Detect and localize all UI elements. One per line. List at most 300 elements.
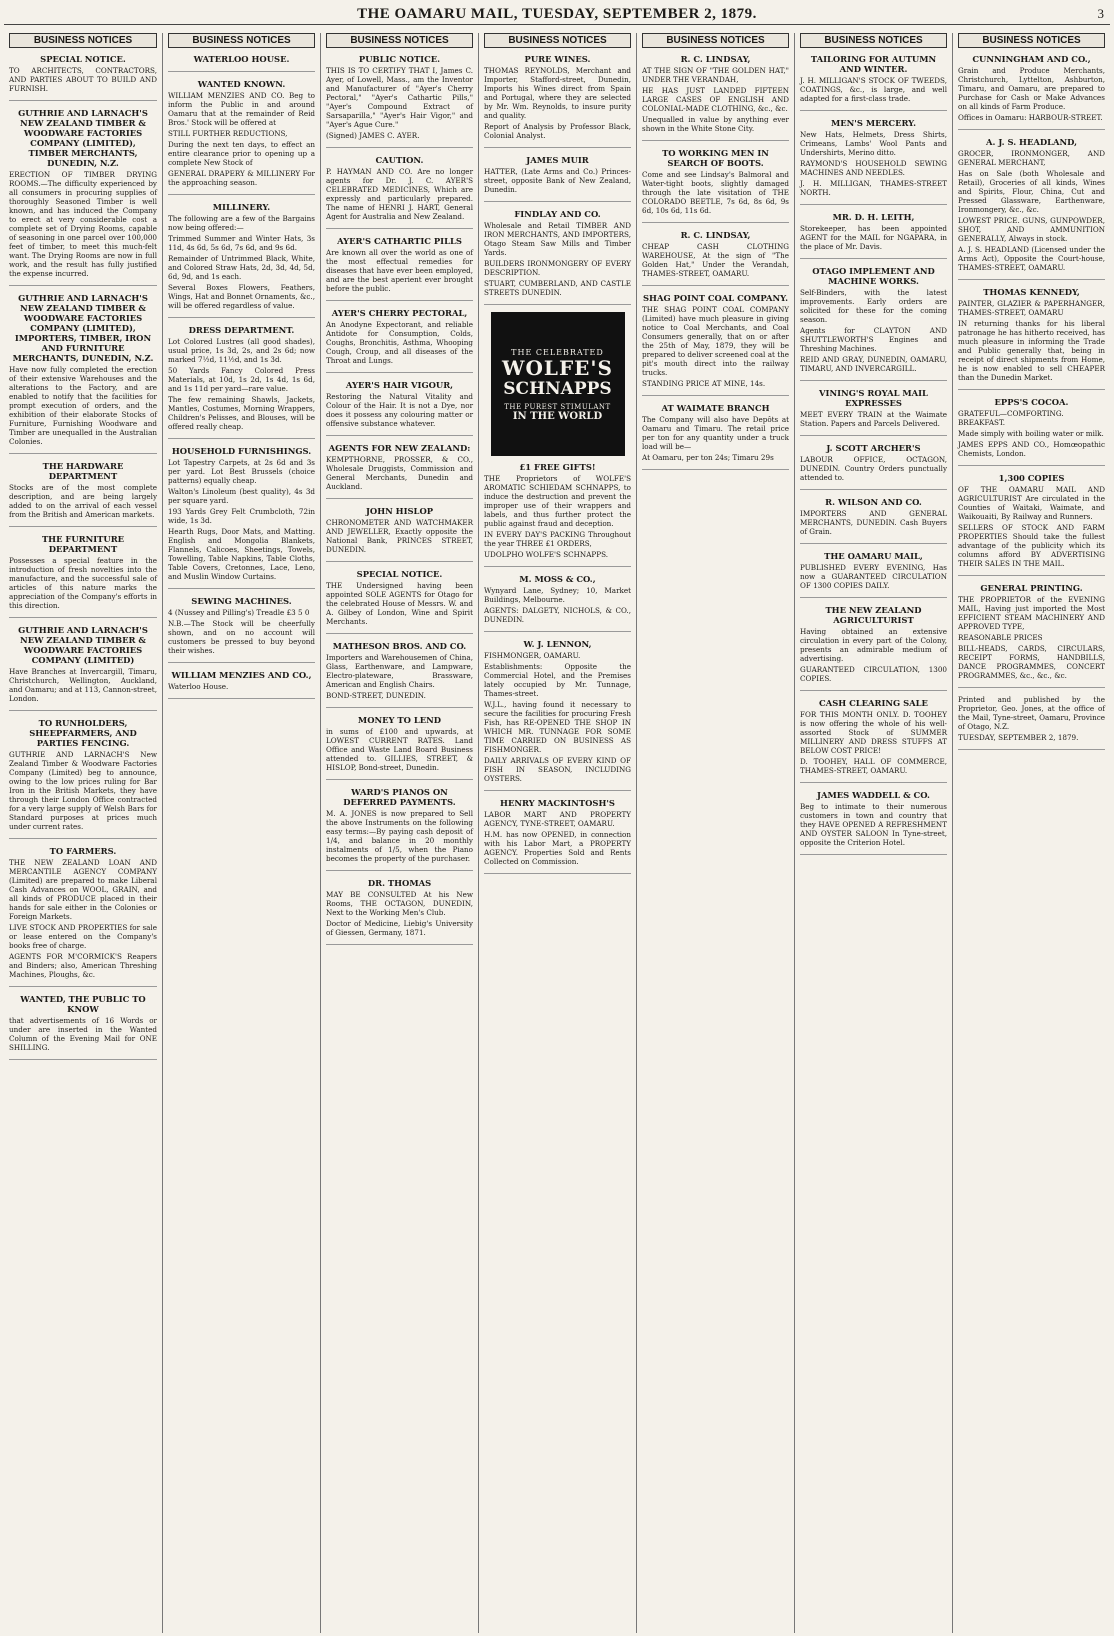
ad-title: FINDLAY AND CO. bbox=[514, 209, 601, 219]
ad-body bbox=[800, 410, 947, 428]
schnapps-text-5: IN THE WORLD bbox=[512, 410, 603, 422]
advertisement bbox=[168, 596, 315, 663]
ad-title: 1,300 COPIES bbox=[998, 473, 1065, 483]
advertisement bbox=[168, 446, 315, 589]
ad-title: DR. THOMAS bbox=[367, 878, 432, 888]
ad-paragraph: M. A. JONES is now prepared to Sell the above Instruments on the following easy terms:—By paying cash deposit of 1/4, and balance in 20 monthly instalments of 1/5, when the Piano becomes the property of the purchaser. bbox=[326, 809, 473, 863]
ad-paragraph: 193 Yards Grey Felt Crumbcloth, 72in wide, 1s 3d. bbox=[168, 507, 315, 525]
ad-paragraph: MAY BE CONSULTED At his New Rooms, THE OCTAGON, DUNEDIN, Next to the Working Men's Club. bbox=[326, 890, 473, 917]
ad-body bbox=[9, 170, 157, 278]
ad-paragraph: REID AND GRAY, DUNEDIN, OAMARU, TIMARU, AND INVERCARGILL. bbox=[800, 355, 947, 373]
ad-title: MATHESON BROS. AND CO. bbox=[332, 641, 467, 651]
ad-paragraph: STANDING PRICE AT MINE, 14s. bbox=[642, 379, 766, 388]
ad-body bbox=[326, 320, 473, 365]
column-5 bbox=[636, 33, 794, 1633]
column-1 bbox=[4, 33, 162, 1633]
schnapps-text-2: WOLFE'S bbox=[502, 355, 613, 380]
ad-title: THE OAMARU MAIL, bbox=[824, 551, 923, 561]
ad-paragraph: Lot Colored Lustres (all good shades), usual price, 1s 3d, 2s, and 2s 6d; now marked 7½d, 11½d, and 1s 3d. bbox=[168, 337, 315, 364]
ad-paragraph: At Oamaru, per ton 24s; Timaru 29s bbox=[642, 453, 774, 462]
ad-title: CUNNINGHAM AND CO., bbox=[972, 54, 1091, 64]
ad-title: MR. D. H. LEITH, bbox=[832, 212, 915, 222]
advertisement bbox=[958, 583, 1105, 688]
advertisement bbox=[800, 443, 947, 490]
ad-paragraph: THE Proprietors of WOLFE'S AROMATIC SCHIEDAM SCHNAPPS, to induce the destruction and prevent the improper use of their wrappers and labels, and thus further protect the public against fraud and deception. bbox=[484, 474, 631, 528]
ad-paragraph: Storekeeper, has been appointed AGENT for the MAIL for NGAPARA, in the place of Mr. Davis. bbox=[800, 224, 947, 251]
ad-body bbox=[326, 248, 473, 293]
advertisement bbox=[326, 443, 473, 499]
ad-body bbox=[800, 563, 947, 590]
ad-title: VINING'S ROYAL MAIL EXPRESSES bbox=[819, 388, 928, 408]
ad-body bbox=[326, 518, 473, 554]
ad-paragraph: Waterloo House. bbox=[168, 682, 229, 691]
ad-paragraph: N.B.—The Stock will be cheerfully shown, and on no account will customers be pressed to buy beyond their wishes. bbox=[168, 619, 315, 655]
ad-paragraph: Self-Binders, with the latest improvements. Early orders are solicited for these for the coming season. bbox=[800, 288, 947, 324]
ad-paragraph: New Hats, Helmets, Dress Shirts, Crimeans, Lambs' Wool Pants and Undershirts, Merino ditto. bbox=[800, 130, 947, 157]
ad-paragraph: Establishments: Opposite the Commercial Hotel, and the Premises lately occupied by Mr. Tunnage, Thames-street. bbox=[484, 662, 631, 698]
advertisement bbox=[642, 403, 789, 470]
ad-body bbox=[168, 337, 315, 431]
ad-paragraph: TO ARCHITECTS, CONTRACTORS, AND PARTIES ABOUT TO BUILD AND FURNISH. bbox=[9, 66, 157, 93]
ad-paragraph: Come and see Lindsay's Balmoral and Water-tight boots, slightly damaged through the late visitation of THE COLORADO BEETLE, 7s 6d, 8s 6d, 9s 6d, 10s 6d, 11s 6d. bbox=[642, 170, 789, 215]
ad-title: GUTHRIE AND LARNACH'S NEW ZEALAND TIMBER & WOODWARE FACTORIES COMPANY (LIMITED), TIMBER MERCHANTS, DUNEDIN, N.Z. bbox=[18, 108, 148, 168]
ad-paragraph: DAILY ARRIVALS OF EVERY KIND OF FISH IN SEASON, INCLUDING OYSTERS. bbox=[484, 756, 631, 783]
ad-title: WANTED KNOWN. bbox=[197, 79, 286, 89]
ad-body bbox=[168, 682, 315, 691]
ad-body bbox=[484, 167, 631, 194]
ad-body bbox=[484, 66, 631, 140]
column-3 bbox=[320, 33, 478, 1633]
ad-paragraph: Remainder of Untrimmed Black, White, and Colored Straw Hats, 2d, 3d, 4d, 5d, 6d, 9d, and 1s each. bbox=[168, 254, 315, 281]
ad-paragraph: Agents for CLAYTON AND SHUTTLEWORTH'S Engines and Threshing Machines. bbox=[800, 326, 947, 353]
ad-body bbox=[9, 365, 157, 446]
column-heading: BUSINESS NOTICES bbox=[958, 33, 1105, 48]
ad-paragraph: THE PROPRIETOR of the EVENING MAIL, Having just imported the Most EFFICIENT STEAM MACHINERY AND APPROVED TYPE, bbox=[958, 595, 1105, 631]
advertisement bbox=[484, 574, 631, 632]
ad-body bbox=[326, 890, 473, 937]
ad-title: R. C. LINDSAY, bbox=[680, 230, 751, 240]
ad-title: DRESS DEPARTMENT. bbox=[188, 325, 295, 335]
ad-paragraph: FOR THIS MONTH ONLY. D. TOOHEY is now offering the whole of his well-assorted Stock of SUMMER MILLINERY AND DRESS STUFFS AT BELOW COST PRICE! bbox=[800, 710, 947, 755]
advertisement bbox=[326, 506, 473, 562]
ad-title: GENERAL PRINTING. bbox=[980, 583, 1083, 593]
advertisement bbox=[484, 155, 631, 202]
ad-paragraph: Grain and Produce Merchants, Christchurch, Lyttelton, Ashburton, Timaru, and Oamaru, are prepared to Purchase for Cash or Make Advances on all kinds of Farm Produce. bbox=[958, 66, 1105, 111]
ad-paragraph: The following are a few of the Bargains now being offered:— bbox=[168, 214, 315, 232]
ad-title: SHAG POINT COAL COMPANY. bbox=[643, 293, 788, 303]
schnapps-text-4: THE PUREST STIMULANT bbox=[504, 402, 611, 411]
ad-body bbox=[958, 695, 1105, 742]
ad-body bbox=[800, 76, 947, 103]
advertisement bbox=[168, 202, 315, 318]
ad-body bbox=[958, 149, 1105, 272]
ad-paragraph: Restoring the Natural Vitality and Colour of the Hair. It is not a Dye, nor does it possess any colouring matter or offensive substance whatever. bbox=[326, 392, 473, 428]
ad-title: AYER'S CATHARTIC PILLS bbox=[337, 236, 462, 246]
ad-title: HOUSEHOLD FURNISHINGS. bbox=[171, 446, 312, 456]
advertisement bbox=[484, 462, 631, 567]
ad-body bbox=[9, 667, 157, 703]
ad-paragraph: PUBLISHED EVERY EVENING, Has now a GUARANTEED CIRCULATION OF 1300 COPIES DAILY. bbox=[800, 563, 947, 590]
ad-paragraph: FISHMONGER, OAMARU. bbox=[484, 651, 581, 660]
ad-body bbox=[484, 221, 631, 297]
ad-paragraph: IN EVERY DAY'S PACKING Throughout the year THREE £1 ORDERS, bbox=[484, 530, 631, 548]
column-heading: BUSINESS NOTICES bbox=[642, 33, 789, 48]
ad-paragraph: LABOUR OFFICE, OCTAGON, DUNEDIN. Country Orders punctually attended to. bbox=[800, 455, 947, 482]
ad-body bbox=[958, 595, 1105, 680]
column-heading: BUSINESS NOTICES bbox=[9, 33, 157, 48]
ad-paragraph: An Anodyne Expectorant, and reliable Antidote for Consumption, Colds, Coughs, Bronchitis, Asthma, Whooping Cough, Croup, and all diseases of the Throat and Lungs. bbox=[326, 320, 473, 365]
ad-paragraph: Walton's Linoleum (best quality), 4s 3d per square yard. bbox=[168, 487, 315, 505]
ad-body bbox=[642, 305, 789, 388]
ad-body bbox=[9, 66, 157, 93]
ad-title: WANTED, THE PUBLIC TO KNOW bbox=[20, 994, 146, 1014]
ad-title: OTAGO IMPLEMENT AND MACHINE WORKS. bbox=[812, 266, 935, 286]
ad-paragraph: During the next ten days, to effect an entire clearance prior to opening up a complete New Stock of bbox=[168, 140, 315, 167]
advertisement bbox=[9, 718, 157, 839]
ad-paragraph: W.J.L., having found it necessary to secure the facilities for procuring Fresh Fish, has RE-OPENED THE SHOP IN WHICH MR. TUNNAGE FOR SOME TIME CARRIED ON BUSINESS AS FISHMONGER. bbox=[484, 700, 631, 754]
ad-title: THE HARDWARE DEPARTMENT bbox=[42, 461, 124, 481]
advertisement bbox=[9, 846, 157, 987]
ad-title: THE NEW ZEALAND AGRICULTURIST bbox=[825, 605, 922, 625]
ad-title: £1 FREE GIFTS! bbox=[519, 462, 596, 472]
ad-body bbox=[800, 224, 947, 251]
ad-paragraph: KEMPTHORNE, PROSSER, & CO., Wholesale Druggists, Commission and General Merchants, Dunedin and Auckland. bbox=[326, 455, 473, 491]
column-4 bbox=[478, 33, 636, 1633]
advertisement bbox=[484, 54, 631, 148]
advertisement bbox=[9, 461, 157, 527]
column-heading: BUSINESS NOTICES bbox=[168, 33, 315, 48]
ad-title: GUTHRIE AND LARNACH'S NEW ZEALAND TIMBER & WOODWARE FACTORIES COMPANY (LIMITED), IMPORTERS, TIMBER, IRON AND FURNITURE MERCHANTS, DUNEDIN, N.Z. bbox=[12, 293, 154, 363]
ad-title: TO FARMERS. bbox=[49, 846, 117, 856]
column-heading: BUSINESS NOTICES bbox=[484, 33, 631, 48]
ad-title: AT WAIMATE BRANCH bbox=[661, 403, 770, 413]
ad-paragraph: Wholesale and Retail TIMBER AND IRON MERCHANTS, AND IMPORTERS, Otago Steam Saw Mills and Timber Yards. bbox=[484, 221, 631, 257]
ad-body bbox=[326, 66, 473, 140]
advertisement bbox=[800, 605, 947, 691]
ad-paragraph: The few remaining Shawls, Jackets, Mantles, Costumes, Morning Wrappers, Children's Pelisses, and Blouses, will be offered really cheap. bbox=[168, 395, 315, 431]
ad-paragraph: Made simply with boiling water or milk. bbox=[958, 429, 1104, 438]
advertisement bbox=[168, 54, 315, 72]
ad-paragraph: Lot Tapestry Carpets, at 2s 6d and 3s per yard. Lot Best Brussels (choice patterns) equally cheap. bbox=[168, 458, 315, 485]
advertisement bbox=[326, 236, 473, 301]
ad-paragraph: HATTER, (Late Arms and Co.) Princes-street, opposite Bank of New Zealand, Dunedin. bbox=[484, 167, 631, 194]
ad-title: SPECIAL NOTICE. bbox=[356, 569, 443, 579]
advertisement bbox=[800, 388, 947, 436]
ad-paragraph: J. H. MILLIGAN, THAMES-STREET NORTH. bbox=[800, 179, 947, 197]
ad-paragraph: REASONABLE PRICES bbox=[958, 633, 1043, 642]
advertisement bbox=[800, 266, 947, 381]
ad-body bbox=[958, 409, 1105, 458]
ad-paragraph: Doctor of Medicine, Liebig's University of Giessen, Germany, 1871. bbox=[326, 919, 473, 937]
ad-paragraph: GROCER, IRONMONGER, AND GENERAL MERCHANT, bbox=[958, 149, 1105, 167]
ad-body bbox=[9, 556, 157, 610]
ad-paragraph: GENERAL DRAPERY & MILLINERY For the approaching season. bbox=[168, 169, 315, 187]
ad-paragraph: Have now fully completed the erection of their extensive Warehouses and the alterations to the Factory, and are enabled to notify that the facilities for prompt execution of orders, and the exhibition of their elaborate Stocks of Furniture, Furnishing Woodware and Timber are unequalled in the Australian Colonies. bbox=[9, 365, 157, 446]
column-6 bbox=[794, 33, 952, 1633]
ad-paragraph: THIS IS TO CERTIFY THAT I, James C. Ayer, of Lowell, Mass., am the Inventor and Manufacturer of "Ayer's Cherry Pectoral," "Ayer's Cathartic Pills," "Ayer's Compound Extract of Sarsaparilla," "Ayer's Hair Vigor," and "Ayer's Ague Cure." bbox=[326, 66, 473, 129]
ad-body bbox=[800, 455, 947, 482]
advertisement bbox=[958, 473, 1105, 576]
ad-paragraph: 50 Yards Fancy Colored Press Materials, at 10d, 1s 2d, 1s 4d, 1s 6d, and 1s 11d per yard—rare value. bbox=[168, 366, 315, 393]
ad-body bbox=[484, 474, 631, 559]
advertisement bbox=[484, 798, 631, 874]
ad-body bbox=[9, 750, 157, 831]
ad-title: MEN'S MERCERY. bbox=[830, 118, 916, 128]
advertisement bbox=[642, 230, 789, 286]
ad-title: MILLINERY. bbox=[212, 202, 271, 212]
ad-paragraph: THE NEW ZEALAND LOAN AND MERCANTILE AGENCY COMPANY (Limited) are prepared to make Liberal Cash Advances on WOOL, GRAIN, and all kinds of PRODUCE placed in their hands for sale either in the Colonies or Foreign Markets. bbox=[9, 858, 157, 921]
ad-title: AYER'S CHERRY PECTORAL, bbox=[331, 308, 468, 318]
columns-container bbox=[4, 33, 1110, 1633]
column-2 bbox=[162, 33, 320, 1633]
wolfes-schnapps-illustration bbox=[491, 312, 625, 456]
ad-paragraph: CHRONOMETER AND WATCHMAKER AND JEWELLER, Exactly opposite the National Bank, PRINCES STREET, DUNEDIN. bbox=[326, 518, 473, 554]
page-number: 3 bbox=[1097, 6, 1104, 21]
ad-paragraph: Unequalled in value by anything ever shown in the White Stone City. bbox=[642, 115, 789, 133]
ad-paragraph: CHEAP CASH CLOTHING WAREHOUSE, At the sign of "The Golden Hat," Under the Verandah, THAMES-STREET, OAMARU. bbox=[642, 242, 789, 278]
ad-paragraph: Wynyard Lane, Sydney; 10, Market Buildings, Melbourne. bbox=[484, 586, 631, 604]
ad-title: A. J. S. HEADLAND, bbox=[985, 137, 1078, 147]
ad-body bbox=[168, 214, 315, 310]
ad-paragraph: LOWEST PRICE. GUNS, GUNPOWDER, SHOT, AND AMMUNITION GENERALLY, Always in stock. bbox=[958, 216, 1105, 243]
ad-title: TO RUNHOLDERS, SHEEPFARMERS, AND PARTIES FENCING. bbox=[29, 718, 137, 748]
column-heading: BUSINESS NOTICES bbox=[800, 33, 947, 48]
ad-paragraph: D. TOOHEY, HALL OF COMMERCE, THAMES-STREET, OAMARU. bbox=[800, 757, 947, 775]
advertisement bbox=[484, 209, 631, 305]
ad-paragraph: PAINTER, GLAZIER & PAPERHANGER, THAMES-STREET, OAMARU bbox=[958, 299, 1105, 317]
ad-paragraph: Report of Analysis by Professor Black, Colonial Analyst. bbox=[484, 122, 631, 140]
advertisement bbox=[642, 54, 789, 141]
ad-paragraph: in sums of £100 and upwards, at LOWEST CURRENT RATES. Land Office and Waste Land Board Business attended to. GILLIES, STREET, & HISLOP, Bond-street, Dunedin. bbox=[326, 727, 473, 772]
ad-paragraph: J. H. MILLIGAN'S STOCK OF TWEEDS, COATINGS, &c., is large, and well adapted for a first-class trade. bbox=[800, 76, 947, 103]
ad-body bbox=[326, 727, 473, 772]
ad-paragraph: Beg to intimate to their numerous customers in town and country that they HAVE OPENED A REFRESHMENT AND OYSTER SALOON In Tyne-street, opposite the Criterion Hotel. bbox=[800, 802, 947, 847]
ad-title: M. MOSS & CO., bbox=[519, 574, 596, 584]
advertisement bbox=[326, 569, 473, 634]
advertisement bbox=[9, 625, 157, 711]
advertisement bbox=[800, 212, 947, 259]
ad-title: TAILORING FOR AUTUMN AND WINTER. bbox=[810, 54, 937, 74]
advertisement bbox=[958, 54, 1105, 130]
ad-paragraph: 4 (Nussey and Pilling's) Treadle £3 5 0 bbox=[168, 608, 310, 617]
advertisement bbox=[958, 695, 1105, 750]
advertisement bbox=[958, 397, 1105, 466]
ad-title: CAUTION. bbox=[375, 155, 424, 165]
ad-paragraph: HE HAS JUST LANDED FIFTEEN LARGE CASES OF ENGLISH AND COLONIAL-MADE CLOTHING, &c., &c. bbox=[642, 86, 789, 113]
advertisement bbox=[326, 715, 473, 780]
ad-paragraph: P. HAYMAN AND CO. Are no longer agents for Dr. J. C. AYER'S CELEBRATED MEDICINES, Which are expressly and particularly prepared. The name of HENRI J. HART, General Agent for Australia and New Zealand. bbox=[326, 167, 473, 221]
masthead: THE OAMARU MAIL, TUESDAY, SEPTEMBER 2, 1879. bbox=[4, 6, 1110, 25]
ad-paragraph: that advertisements of 16 Words or under are inserted in the Wanted Column of the Evening Mail for ONE SHILLING. bbox=[9, 1016, 157, 1052]
ad-paragraph: BILL-HEADS, CARDS, CIRCULARS, RECEIPT FORMS, HANDBILLS, DANCE PROGRAMMES, CONCERT PROGRAMMES, &c., &c., &c. bbox=[958, 644, 1105, 680]
ad-body bbox=[168, 91, 315, 187]
ad-title: SEWING MACHINES. bbox=[191, 596, 292, 606]
ad-paragraph: Trimmed Summer and Winter Hats, 3s 11d, 4s 6d, 5s 6d, 7s 6d, and 9s 6d. bbox=[168, 234, 315, 252]
ad-paragraph: LABOR MART AND PROPERTY AGENCY, TYNE-STREET, OAMARU. bbox=[484, 810, 631, 828]
ad-title: HENRY MACKINTOSH'S bbox=[500, 798, 615, 808]
ad-body bbox=[642, 170, 789, 215]
advertisement bbox=[800, 790, 947, 855]
ad-paragraph: Have Branches at Invercargill, Timaru, Christchurch, Wellington, Auckland, and Oamaru; and at 113, Cannon-street, London. bbox=[9, 667, 157, 703]
ad-paragraph: LIVE STOCK AND PROPERTIES for sale or lease entered on the Company's books free of charge. bbox=[9, 923, 157, 950]
ad-paragraph: Has on Sale (both Wholesale and Retail), Groceries of all kinds, Wines and Spirits, Flour, China, Cut and Pressed Glassware, Earthenware, Ironmongery, &c., &c. bbox=[958, 169, 1105, 214]
ad-body bbox=[9, 1016, 157, 1052]
advertisement bbox=[326, 641, 473, 708]
ad-paragraph: AGENTS FOR M'CORMICK'S Reapers and Binders; also, American Threshing Machines, Ploughs, &c. bbox=[9, 952, 157, 979]
ad-body bbox=[800, 627, 947, 683]
advertisement bbox=[168, 79, 315, 195]
advertisement bbox=[800, 551, 947, 598]
advertisement bbox=[958, 287, 1105, 390]
advertisement bbox=[484, 639, 631, 791]
ad-paragraph: Stocks are of the most complete description, and are being largely added to on the arrival of each vessel from the British and American markets. bbox=[9, 483, 157, 519]
ad-body bbox=[642, 66, 789, 133]
ad-paragraph: GUTHRIE AND LARNACH'S New Zealand Timber & Woodware Factories Company (Limited) beg to announce, owing to the low prices ruling for Bar Iron in the British Markets, they have through their London Office contracted for a very large supply of Welsh Bars for Standard purposes at prices much under current rates. bbox=[9, 750, 157, 831]
ad-title: WATERLOO HOUSE. bbox=[193, 54, 290, 64]
ad-paragraph: IMPORTERS AND GENERAL MERCHANTS, DUNEDIN. Cash Buyers of Grain. bbox=[800, 509, 947, 536]
ad-body bbox=[800, 130, 947, 197]
ad-body bbox=[168, 458, 315, 581]
ad-body bbox=[326, 392, 473, 428]
advertisement bbox=[326, 308, 473, 373]
ad-paragraph: IN returning thanks for his liberal patronage he has hitherto received, has much pleasure in informing the Trade and Public generally that, being in receipt of direct shipments from Home, he is now enabled to sell CHEAPER than the Dunedin Market. bbox=[958, 319, 1105, 382]
ad-body bbox=[326, 167, 473, 221]
ad-title: W. J. LENNON, bbox=[523, 639, 592, 649]
ad-title: AYER'S HAIR VIGOUR, bbox=[345, 380, 454, 390]
ad-paragraph: GUARANTEED CIRCULATION, 1300 COPIES. bbox=[800, 665, 947, 683]
ad-paragraph: STUART, CUMBERLAND, AND CASTLE STREETS DUNEDIN. bbox=[484, 279, 631, 297]
ad-paragraph: THE SHAG POINT COAL COMPANY (Limited) have much pleasure in giving notice to Coal Merchants, and Coal Consumers generally, that on or after the 25th of May, 1879, they will be prepared to deliver screened coal at the pit's mouth direct into the railway trucks. bbox=[642, 305, 789, 377]
ad-body bbox=[9, 483, 157, 519]
advertisement bbox=[326, 54, 473, 148]
advertisement bbox=[326, 787, 473, 871]
ad-paragraph: WILLIAM MENZIES AND CO. Beg to inform the Public in and around Oamaru that at the remainder of Reid Bros.' Stock will be offered at bbox=[168, 91, 315, 127]
ad-body bbox=[326, 653, 473, 700]
ad-paragraph: Possesses a special feature in the introduction of fresh novelties into the manufacture, and the successful sale of articles of this nature marks the appreciation of the Company's efforts in this direction. bbox=[9, 556, 157, 610]
advertisement bbox=[642, 293, 789, 396]
advertisement bbox=[958, 137, 1105, 280]
ad-body bbox=[326, 809, 473, 863]
ad-body bbox=[800, 288, 947, 373]
ad-paragraph: Are known all over the world as one of the most effectual remedies for diseases that have ever been employed, and are the best aperient ever brought before the public. bbox=[326, 248, 473, 293]
ad-title: JAMES MUIR bbox=[526, 155, 589, 165]
advertisement bbox=[9, 108, 157, 286]
ad-title: PURE WINES. bbox=[524, 54, 591, 64]
ad-title: PUBLIC NOTICE. bbox=[358, 54, 441, 64]
ad-paragraph: THOMAS REYNOLDS, Merchant and Importer, Stafford-street, Dunedin, Imports his Wines direct from Spain and Portugal, where they are selected by Mr. Wm. Reynolds, to insure purity and quality. bbox=[484, 66, 631, 120]
ad-paragraph: Hearth Rugs, Door Mats, and Matting. English and Mongolia Blankets, Flannels, Calicoes, Sheetings, Towels, Towelling, Table Napkins, Table Cloths, Table Covers, Cretonnes, Lace, Leno, and Muslin Window Curtains. bbox=[168, 527, 315, 581]
ad-paragraph: MEET EVERY TRAIN at the Waimate Station. Papers and Parcels Delivered. bbox=[800, 410, 947, 428]
advertisement bbox=[800, 54, 947, 111]
ad-paragraph: H.M. has now OPENED, in connection with his Labor Mart, a PROPERTY AGENCY. Properties Sold and Rents Collected on Commission. bbox=[484, 830, 631, 866]
ad-title: JAMES WADDELL & CO. bbox=[817, 790, 930, 800]
advertisement bbox=[800, 497, 947, 544]
ad-paragraph: OF THE OAMARU MAIL AND AGRICULTURIST Are circulated in the Counties of Waitaki, Waimate, and Waikouaiti, By Railway and Runners. bbox=[958, 485, 1105, 521]
ad-paragraph: BOND-STREET, DUNEDIN. bbox=[326, 691, 426, 700]
ad-paragraph: (Signed) JAMES C. AYER. bbox=[326, 131, 420, 140]
schnapps-text-3: SCHNAPPS bbox=[503, 378, 612, 399]
advertisement bbox=[326, 380, 473, 436]
ad-title: THOMAS KENNEDY, bbox=[983, 287, 1080, 297]
ad-body bbox=[642, 415, 789, 462]
ad-paragraph: THE Undersigned having been appointed SOLE AGENTS for Otago for the celebrated House of Messrs. W. and A. Gilbey of London, Wine and Spirit Merchants. bbox=[326, 581, 473, 626]
ad-title: JOHN HISLOP bbox=[365, 506, 434, 516]
ad-paragraph: RAYMOND'S HOUSEHOLD SEWING MACHINES AND NEEDLES. bbox=[800, 159, 947, 177]
ad-title: R. WILSON AND CO. bbox=[825, 497, 922, 507]
advertisement bbox=[9, 994, 157, 1060]
advertisement bbox=[800, 698, 947, 783]
ad-paragraph: SELLERS OF STOCK AND FARM PROPERTIES Should take the fullest advantage of the publicity which its columns afford BY ADVERTISING THEIR SALES IN THE MAIL. bbox=[958, 523, 1105, 568]
advertisement bbox=[168, 325, 315, 439]
ad-body bbox=[484, 651, 631, 783]
ad-body bbox=[326, 455, 473, 491]
ad-body bbox=[800, 710, 947, 775]
ad-title: WARD'S PIANOS ON DEFERRED PAYMENTS. bbox=[343, 787, 456, 807]
ad-paragraph: Having obtained an extensive circulation in every part of the Colony, presents an admirable medium of advertising. bbox=[800, 627, 947, 663]
column-heading: BUSINESS NOTICES bbox=[326, 33, 473, 48]
ad-title: R. C. LINDSAY, bbox=[680, 54, 751, 64]
advertisement bbox=[168, 670, 315, 699]
ad-title: AGENTS FOR NEW ZEALAND: bbox=[328, 443, 471, 453]
advertisement bbox=[326, 155, 473, 229]
ad-title: GUTHRIE AND LARNACH'S NEW ZEALAND TIMBER & WOODWARE FACTORIES COMPANY (LIMITED) bbox=[18, 625, 148, 665]
column-7 bbox=[952, 33, 1110, 1633]
ad-body bbox=[958, 66, 1105, 122]
advertisement bbox=[326, 878, 473, 945]
ad-body bbox=[326, 581, 473, 626]
ad-title: SPECIAL NOTICE. bbox=[40, 54, 126, 64]
ad-paragraph: Printed and published by the Proprietor, Geo. Jones, at the office of the Mail, Tyne-street, Oamaru, Province of Otago, N.Z. bbox=[958, 695, 1105, 731]
ad-paragraph: TUESDAY, SEPTEMBER 2, 1879. bbox=[958, 733, 1079, 742]
ad-title: TO WORKING MEN IN SEARCH OF BOOTS. bbox=[662, 148, 769, 168]
advertisement bbox=[800, 118, 947, 205]
ad-paragraph: BUILDERS IRONMONGERY OF EVERY DESCRIPTION. bbox=[484, 259, 631, 277]
ad-title: J. SCOTT ARCHER'S bbox=[826, 443, 921, 453]
ad-body bbox=[9, 858, 157, 979]
ad-paragraph: The Company will also have Depôts at Oamaru and Timaru. The retail price per ton for any quantity under a truck load will be— bbox=[642, 415, 789, 451]
ad-title: THE FURNITURE DEPARTMENT bbox=[41, 534, 125, 554]
ad-paragraph: AGENTS: DALGETY, NICHOLS, & CO., DUNEDIN. bbox=[484, 606, 631, 624]
ad-body bbox=[958, 485, 1105, 568]
ad-paragraph: UDOLPHO WOLFE'S SCHNAPPS. bbox=[484, 550, 609, 559]
advertisement bbox=[642, 148, 789, 223]
ad-body bbox=[642, 242, 789, 278]
ad-title: WILLIAM MENZIES AND CO., bbox=[171, 670, 312, 680]
ad-body bbox=[484, 810, 631, 866]
schnapps-text-1: THE CELEBRATED bbox=[511, 347, 604, 357]
ad-body bbox=[800, 802, 947, 847]
ad-paragraph: Several Boxes Flowers, Feathers, Wings, Hat and Bonnet Ornaments, &c., will be offered regardless of value. bbox=[168, 283, 315, 310]
ad-paragraph: GRATEFUL—COMFORTING. BREAKFAST. bbox=[958, 409, 1064, 427]
ad-title: CASH CLEARING SALE bbox=[819, 698, 928, 708]
advertisement bbox=[9, 293, 157, 454]
ad-body bbox=[484, 586, 631, 624]
ad-paragraph: Offices in Oamaru: HARBOUR-STREET. bbox=[958, 113, 1103, 122]
ad-body bbox=[958, 299, 1105, 382]
advertisement bbox=[9, 534, 157, 618]
ad-paragraph: AT THE SIGN OF "THE GOLDEN HAT," UNDER THE VERANDAH, bbox=[642, 66, 789, 84]
ad-paragraph: Importers and Warehousemen of China, Glass, Earthenware, and Lampware, Electro-plateware, Brassware, American and English Chairs. bbox=[326, 653, 473, 689]
ad-paragraph: A. J. S. HEADLAND (Licensed under the Arms Act), Opposite the Court-house, THAMES-STREET, OAMARU. bbox=[958, 245, 1105, 272]
ad-title: MONEY TO LEND bbox=[357, 715, 442, 725]
ad-body bbox=[168, 608, 315, 655]
ad-paragraph: ERECTION OF TIMBER DRYING ROOMS.—The difficulty experienced by all consumers in procuring supplies of thoroughly Seasoned Timber is well known, and has induced the Company to erect at very considerable cost a complete set of Drying Rooms, capable of seasoning in one parcel over 100,000 feet of timber, to meet this much-felt want. The Drying Rooms are now in full work, and the result has fully justified the expense incurred. bbox=[9, 170, 157, 278]
ad-title: EPPS'S COCOA. bbox=[994, 397, 1069, 407]
ad-paragraph: JAMES EPPS AND CO., Homœopathic Chemists, London. bbox=[958, 440, 1105, 458]
ad-body bbox=[800, 509, 947, 536]
advertisement bbox=[9, 54, 157, 101]
ad-paragraph: STILL FURTHER REDUCTIONS, bbox=[168, 129, 288, 138]
